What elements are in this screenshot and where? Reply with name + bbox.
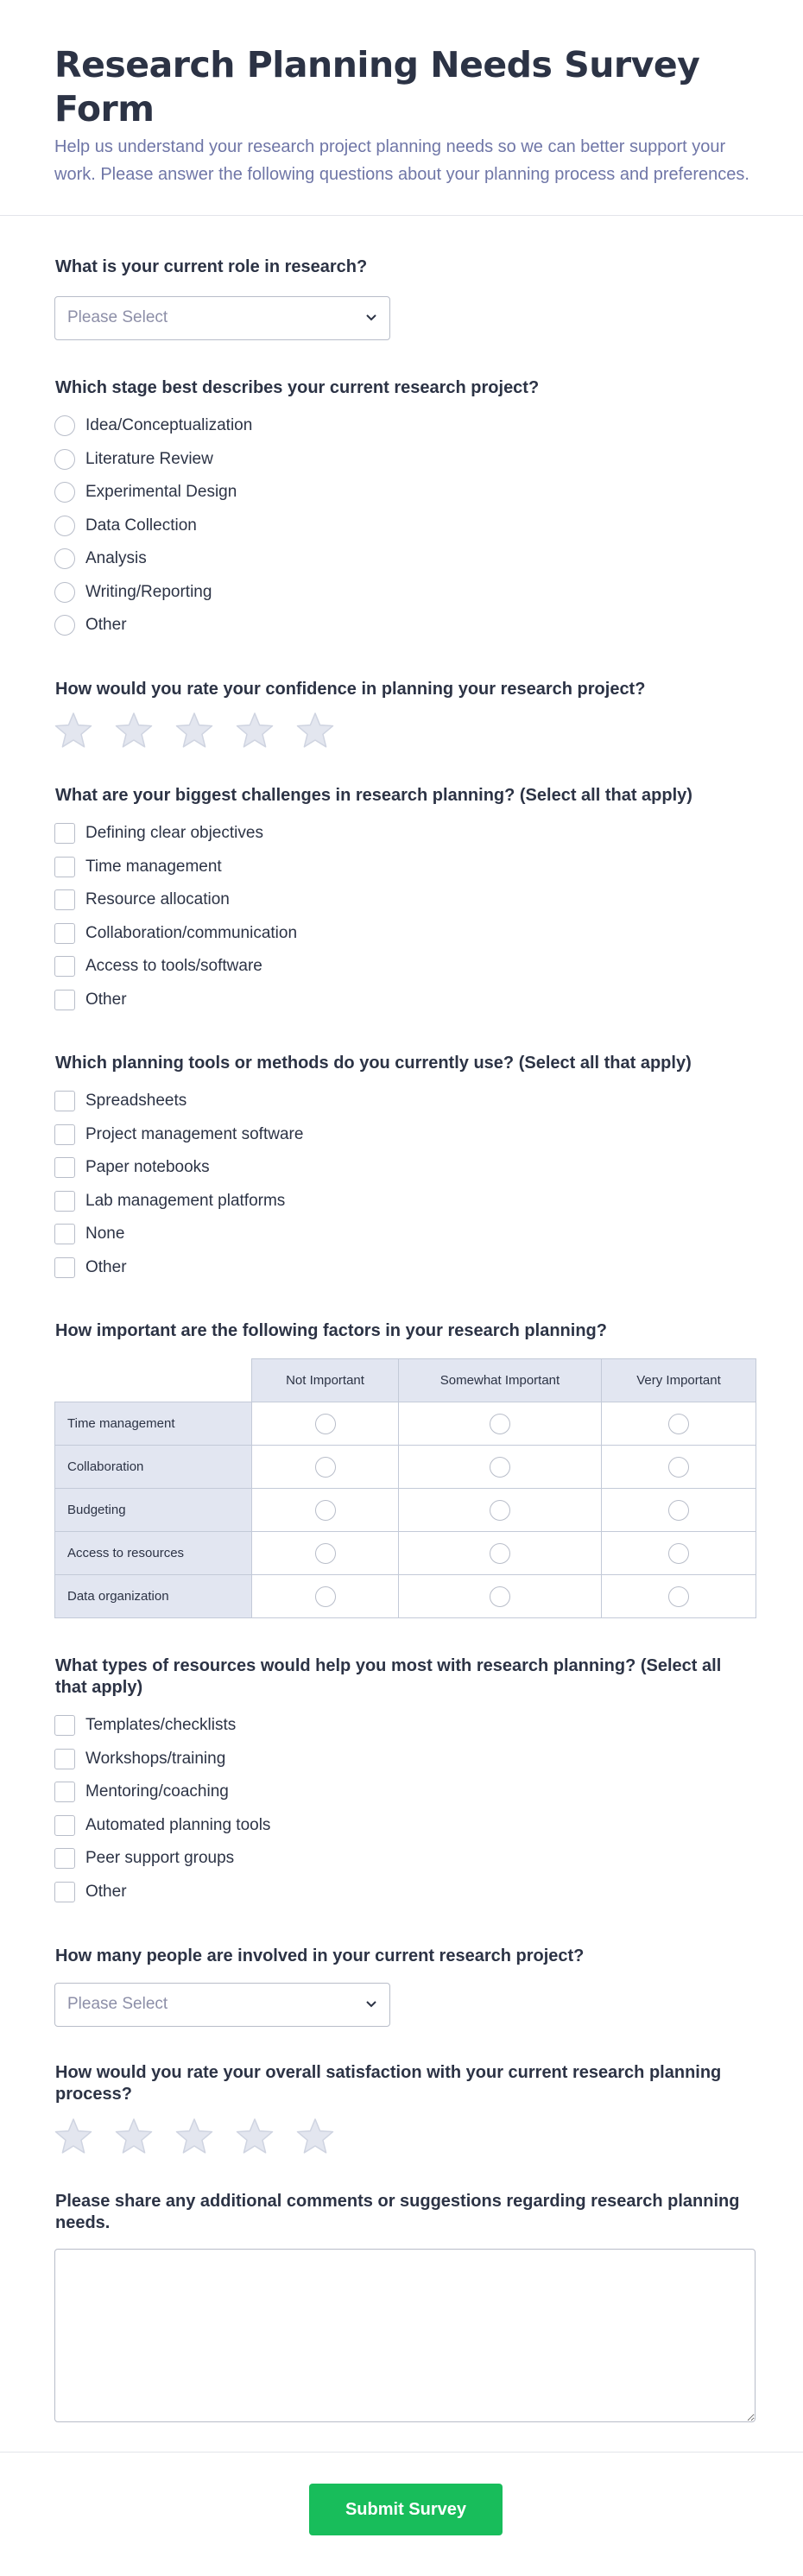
star-icon[interactable]: [54, 712, 93, 750]
star-icon[interactable]: [295, 2117, 335, 2155]
tool-option-label: Spreadsheets: [85, 1092, 187, 1110]
stage-option-label: Data Collection: [85, 516, 197, 535]
checkbox[interactable]: [54, 1257, 75, 1278]
importance-matrix: [54, 1358, 756, 1618]
checkbox[interactable]: [54, 1224, 75, 1244]
stage-option-label: Experimental Design: [85, 483, 237, 501]
challenge-option[interactable]: [54, 955, 262, 978]
resource-option-label: Automated planning tools: [85, 1815, 271, 1834]
matrix-row: [55, 1402, 756, 1446]
comments-textarea[interactable]: [54, 2249, 756, 2422]
resource-option-label: Mentoring/coaching: [85, 1782, 229, 1801]
question-role-label: What is your current role in research?: [55, 257, 368, 276]
stage-option-label: Analysis: [85, 549, 147, 567]
radio-button[interactable]: [54, 482, 75, 503]
resource-option[interactable]: [54, 1847, 234, 1870]
resource-option-label: Peer support groups: [85, 1849, 235, 1867]
radio-button[interactable]: [54, 615, 75, 636]
matrix-row: [55, 1575, 756, 1618]
checkbox[interactable]: [54, 1157, 75, 1178]
star-icon[interactable]: [295, 712, 335, 750]
challenge-option[interactable]: [54, 822, 263, 845]
stage-option[interactable]: [54, 614, 127, 636]
radio-button[interactable]: [54, 548, 75, 569]
resource-option[interactable]: [54, 1781, 229, 1803]
question-resources-label: What types of resources would help you most with research planning? (Select all that apply): [55, 1656, 722, 1697]
checkbox[interactable]: [54, 956, 75, 977]
star-icon[interactable]: [174, 2117, 214, 2155]
chevron-down-icon: [362, 308, 381, 327]
stage-option[interactable]: [54, 481, 237, 503]
role-select[interactable]: [54, 296, 390, 340]
checkbox[interactable]: [54, 889, 75, 910]
tool-option[interactable]: [54, 1223, 124, 1245]
matrix-radio-button[interactable]: [315, 1543, 336, 1564]
matrix-corner: [55, 1359, 252, 1402]
matrix-column-header: Somewhat Important: [399, 1359, 602, 1402]
challenge-option[interactable]: [54, 922, 297, 945]
matrix-row: [55, 1489, 756, 1532]
matrix-row: [55, 1446, 756, 1489]
team-size-select[interactable]: [54, 1983, 390, 2027]
matrix-radio-button[interactable]: [490, 1543, 510, 1564]
tool-option-label: Other: [85, 1257, 127, 1276]
checkbox[interactable]: [54, 923, 75, 944]
star-icon[interactable]: [114, 712, 154, 750]
tool-option[interactable]: [54, 1256, 127, 1279]
matrix-row-label: Time management: [55, 1402, 252, 1446]
matrix-cell: [252, 1446, 399, 1489]
tool-option-label: Lab management platforms: [85, 1191, 286, 1210]
matrix-radio-button[interactable]: [668, 1414, 689, 1434]
radio-button[interactable]: [54, 582, 75, 603]
star-icon[interactable]: [114, 2117, 154, 2155]
matrix-cell: [602, 1446, 756, 1489]
challenge-option-label: Collaboration/communication: [85, 923, 298, 942]
checkbox[interactable]: [54, 1848, 75, 1869]
submit-button[interactable]: Submit Survey: [309, 2484, 503, 2535]
question-stage-label: Which stage best describes your current research project?: [55, 378, 540, 397]
matrix-radio-button[interactable]: [668, 1586, 689, 1607]
resource-option-label: Other: [85, 1882, 127, 1901]
stage-option[interactable]: [54, 415, 252, 437]
tool-option-label: Paper notebooks: [85, 1158, 210, 1176]
checkbox[interactable]: [54, 1749, 75, 1769]
matrix-cell: [399, 1575, 602, 1618]
challenge-option-label: Resource allocation: [85, 890, 230, 908]
matrix-cell: [399, 1446, 602, 1489]
satisfaction-star-rating: [54, 2117, 335, 2155]
checkbox[interactable]: [54, 857, 75, 877]
tool-option-label: None: [85, 1225, 125, 1243]
form-title: Research Planning Needs Survey Form: [54, 44, 700, 130]
form-header: [0, 0, 803, 216]
tool-option[interactable]: [54, 1156, 210, 1179]
matrix-radio-button[interactable]: [315, 1586, 336, 1607]
matrix-column-header: Very Important: [602, 1359, 756, 1402]
matrix-cell: [399, 1532, 602, 1575]
team-size-select-placeholder: Please Select: [67, 1995, 168, 2013]
radio-button[interactable]: [54, 415, 75, 436]
question-tools-label: Which planning tools or methods do you currently use? (Select all that apply): [55, 1054, 692, 1073]
matrix-row: [55, 1532, 756, 1575]
checkbox[interactable]: [54, 1815, 75, 1836]
matrix-cell: [252, 1489, 399, 1532]
challenge-option[interactable]: [54, 889, 230, 911]
tool-option-label: Project management software: [85, 1124, 304, 1143]
star-icon[interactable]: [235, 2117, 275, 2155]
question-team-size-label: How many people are involved in your current research project?: [55, 1946, 585, 1965]
matrix-cell: [602, 1489, 756, 1532]
matrix-radio-button[interactable]: [490, 1500, 510, 1521]
stage-option-label: Literature Review: [85, 449, 213, 468]
tool-option[interactable]: [54, 1123, 303, 1146]
matrix-radio-button[interactable]: [668, 1500, 689, 1521]
radio-button[interactable]: [54, 516, 75, 536]
checkbox[interactable]: [54, 823, 75, 844]
question-factors-label: How important are the following factors in your research planning?: [55, 1321, 607, 1340]
matrix-cell: [602, 1402, 756, 1446]
matrix-cell: [252, 1575, 399, 1618]
matrix-cell: [399, 1402, 602, 1446]
challenge-option-label: Access to tools/software: [85, 957, 262, 975]
resource-option-label: Workshops/training: [85, 1749, 226, 1768]
matrix-row-label: Collaboration: [55, 1446, 252, 1489]
stage-option-label: Idea/Conceptualization: [85, 416, 253, 434]
checkbox[interactable]: [54, 1191, 75, 1212]
matrix-row-label: Access to resources: [55, 1532, 252, 1575]
matrix-radio-button[interactable]: [315, 1414, 336, 1434]
tool-option[interactable]: [54, 1190, 285, 1212]
stage-option[interactable]: [54, 581, 212, 604]
resource-option[interactable]: [54, 1814, 270, 1837]
checkbox[interactable]: [54, 1715, 75, 1736]
stage-option[interactable]: [54, 547, 147, 570]
stage-option-label: Other: [85, 616, 127, 634]
question-satisfaction-label: How would you rate your overall satisfaction with your current research planning process?: [55, 2063, 722, 2104]
stage-option-label: Writing/Reporting: [85, 582, 212, 601]
challenge-option-label: Other: [85, 990, 127, 1009]
question-comments-label: Please share any additional comments or suggestions regarding research planning needs.: [55, 2192, 740, 2232]
challenge-option[interactable]: [54, 856, 222, 878]
matrix-column-header: Not Important: [252, 1359, 399, 1402]
matrix-radio-button[interactable]: [315, 1457, 336, 1478]
challenge-option[interactable]: [54, 989, 127, 1011]
checkbox[interactable]: [54, 1124, 75, 1145]
resource-option-label: Templates/checklists: [85, 1716, 237, 1734]
challenge-option-label: Defining clear objectives: [85, 824, 263, 842]
footer-divider: [0, 2452, 803, 2453]
matrix-radio-button[interactable]: [490, 1414, 510, 1434]
matrix-radio-button[interactable]: [668, 1457, 689, 1478]
resource-option[interactable]: [54, 1714, 236, 1737]
matrix-cell: [399, 1489, 602, 1532]
matrix-cell: [252, 1402, 399, 1446]
matrix-radio-button[interactable]: [490, 1586, 510, 1607]
stage-option[interactable]: [54, 448, 213, 471]
matrix-row-label: Data organization: [55, 1575, 252, 1618]
checkbox[interactable]: [54, 1782, 75, 1802]
matrix-cell: [252, 1532, 399, 1575]
checkbox[interactable]: [54, 990, 75, 1010]
matrix-radio-button[interactable]: [490, 1457, 510, 1478]
challenge-option-label: Time management: [85, 857, 222, 876]
checkbox[interactable]: [54, 1882, 75, 1902]
matrix-cell: [602, 1532, 756, 1575]
resource-option[interactable]: [54, 1748, 225, 1770]
question-confidence-label: How would you rate your confidence in planning your research project?: [55, 680, 646, 699]
star-icon[interactable]: [235, 712, 275, 750]
confidence-star-rating: [54, 712, 335, 750]
question-challenges-label: What are your biggest challenges in research planning? (Select all that apply): [55, 786, 692, 805]
role-select-placeholder: Please Select: [67, 308, 168, 326]
stage-option[interactable]: [54, 515, 197, 537]
matrix-radio-button[interactable]: [315, 1500, 336, 1521]
tool-option[interactable]: [54, 1090, 187, 1112]
matrix-radio-button[interactable]: [668, 1543, 689, 1564]
star-icon[interactable]: [174, 712, 214, 750]
resource-option[interactable]: [54, 1881, 127, 1903]
form-description: Help us understand your research project planning needs so we can better support your work. Please answer the following questions about your planning process and preferences.: [54, 136, 749, 184]
checkbox[interactable]: [54, 1091, 75, 1111]
matrix-cell: [602, 1575, 756, 1618]
radio-button[interactable]: [54, 449, 75, 470]
matrix-row-label: Budgeting: [55, 1489, 252, 1532]
star-icon[interactable]: [54, 2117, 93, 2155]
chevron-down-icon: [362, 1995, 381, 2014]
